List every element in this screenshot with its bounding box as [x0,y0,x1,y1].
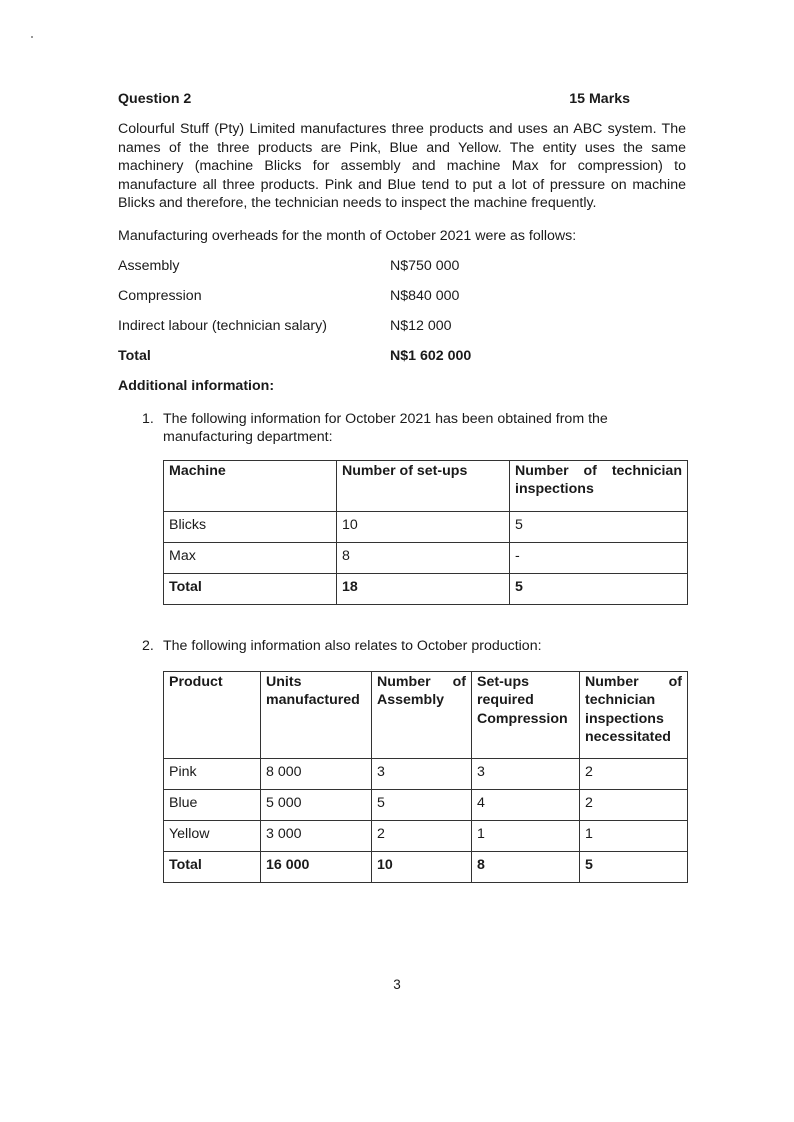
column-header: Number of technician inspections necessitated [580,672,688,759]
overhead-amount: N$750 000 [390,258,460,274]
column-header: Product [164,672,261,759]
overhead-row [118,318,538,336]
overhead-amount: N$840 000 [390,288,460,304]
column-header: Machine [164,461,337,512]
table-cell: 2 [580,790,688,821]
table-cell: 5 [510,574,688,605]
table-cell: 1 [472,821,580,852]
overhead-label: Compression [118,288,202,304]
question-title: Question 2 [118,91,192,107]
table-total-row [164,852,688,883]
list-item-number: 1. [142,411,154,427]
table-cell: 4 [472,790,580,821]
column-header: Number of Assembly [372,672,472,759]
table-cell: 18 [337,574,510,605]
column-header: Number of technician inspections [510,461,688,512]
table-row [164,821,688,852]
overhead-total-label: Total [118,348,151,364]
overhead-total-row [118,348,538,366]
table-cell: 8 [472,852,580,883]
overhead-label: Assembly [118,258,180,274]
table-cell: Yellow [164,821,261,852]
question-marks: 15 Marks [569,91,630,107]
table-header-row [164,461,688,512]
table-cell: 8 000 [261,759,372,790]
overhead-row [118,258,538,276]
table-cell: 2 [372,821,472,852]
table-row [164,512,688,543]
table-cell: Blue [164,790,261,821]
column-header: Number of set-ups [337,461,510,512]
table-row [164,543,688,574]
column-header: Set-ups required Compression [472,672,580,759]
table-cell: 5 000 [261,790,372,821]
table-cell: 5 [372,790,472,821]
table-cell: 2 [580,759,688,790]
list-item-text: The following information also relates to October production: [163,638,542,654]
scan-speck [31,36,33,38]
machine-table [163,460,688,605]
question-header [118,91,630,109]
table-cell: 3 000 [261,821,372,852]
table-cell: - [510,543,688,574]
table-header-row [164,672,688,759]
table-cell: 1 [580,821,688,852]
table-cell: Total [164,852,261,883]
table-cell: 16 000 [261,852,372,883]
table-row [164,790,688,821]
list-item-text: The following information for October 2021 has been obtained from the manufacturing department: [163,411,608,446]
table-cell: 8 [337,543,510,574]
overhead-amount: N$12 000 [390,318,452,334]
table-cell: 5 [510,512,688,543]
overhead-label: Indirect labour (technician salary) [118,318,327,334]
column-header: Units manufactured [261,672,372,759]
table-cell: 3 [372,759,472,790]
intro-paragraph: Colourful Stuff (Pty) Limited manufactures three products and uses an ABC system. The names of the three products are Pink, Blue and Yellow. The entity uses the same machinery (machine Blicks for assembly and machine Max for compression) to manufacture all three products. Pink and Blue tend to put a lot of pressure on machine Blicks and therefore, the technician needs to inspect the machine frequently. [118,121,686,212]
additional-info-heading: Additional information: [118,378,275,394]
table-cell: Total [164,574,337,605]
table-cell: 3 [472,759,580,790]
table-total-row [164,574,688,605]
list-item-number: 2. [142,638,154,654]
overheads-intro: Manufacturing overheads for the month of October 2021 were as follows: [118,228,577,244]
production-table [163,671,688,883]
page-number: 3 [393,977,401,992]
table-cell: Blicks [164,512,337,543]
table-cell: Pink [164,759,261,790]
overhead-row [118,288,538,306]
overhead-total-amount: N$1 602 000 [390,348,472,364]
table-cell: 5 [580,852,688,883]
table-cell: 10 [372,852,472,883]
table-cell: 10 [337,512,510,543]
table-row [164,759,688,790]
table-cell: Max [164,543,337,574]
